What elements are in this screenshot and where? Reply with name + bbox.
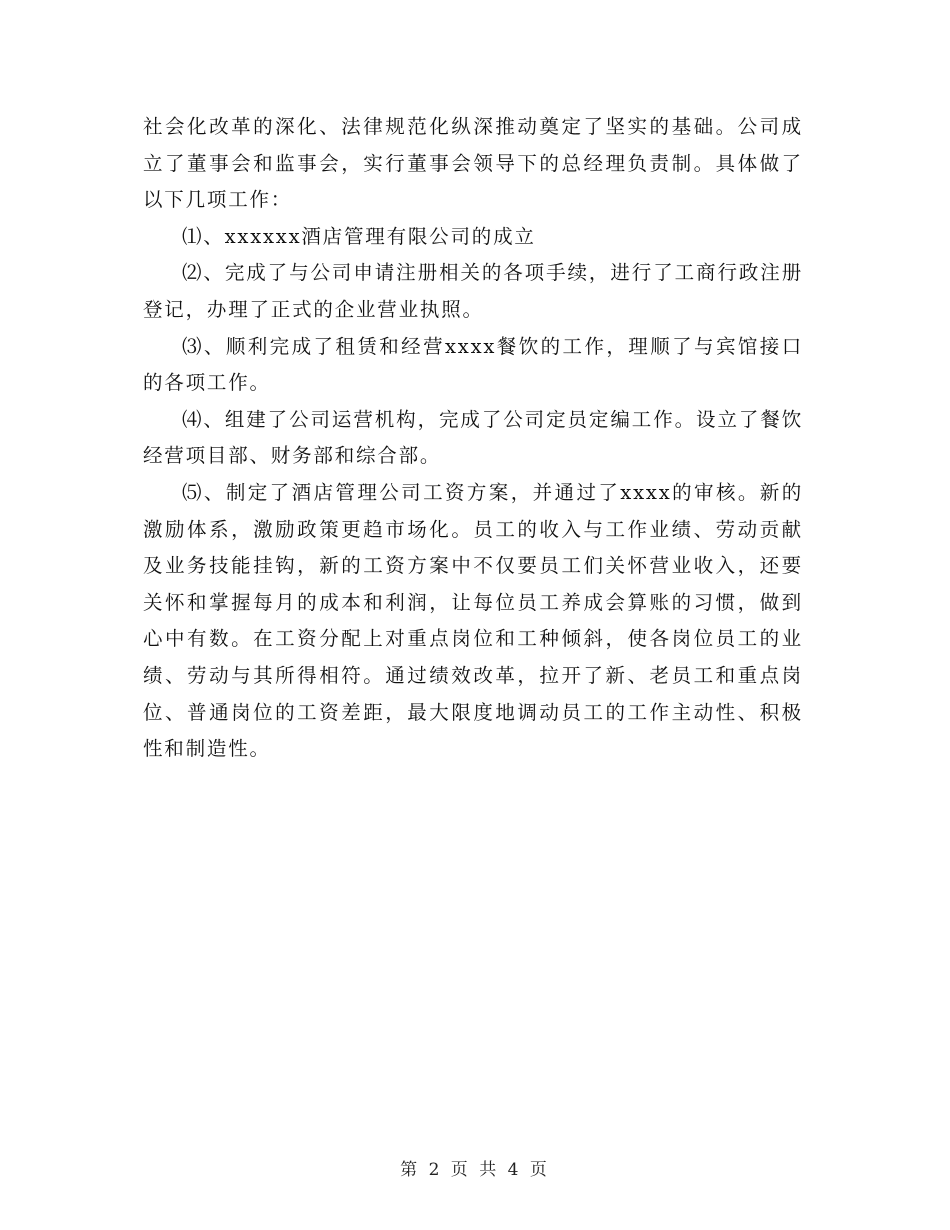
paragraph-intro: 社会化改革的深化、法律规范化纵深推动奠定了坚实的基础。公司成立了董事会和监事会，实行董事会领导下的总经理负责制。具体做了以下几项工作： [143, 115, 803, 212]
paragraph-item-1: ⑴、xxxxxx酒店管理有限公司的成立 [182, 224, 536, 248]
document-body [143, 109, 803, 768]
paragraph-item-3: ⑶、顺利完成了租赁和经营xxxx餐饮的工作，理顺了与宾馆接口的各项工作。 [143, 334, 803, 395]
paragraph-item-4: ⑷、组建了公司运营机构，完成了公司定员定编工作。设立了餐饮经营项目部、财务部和综合部。 [143, 407, 803, 468]
paragraph-item-2: ⑵、完成了与公司申请注册相关的各项手续，进行了工商行政注册登记，办理了正式的企业营业执照。 [143, 261, 803, 321]
page-number-footer: 第 2 页 共 4 页 [400, 1160, 550, 1180]
paragraph-item-5: ⑸、制定了酒店管理公司工资方案，并通过了xxxx的审核。新的激励体系，激励政策更趋市场化。员工的收入与工作业绩、劳动贡献及业务技能挂钩，新的工资方案中不仅要员工们关怀营业收入，还要关怀和掌握每月的成本和利润，让每位员工养成会算账的习惯，做到心中有数。在工资分配上对重点岗位和工种倾斜，使各岗位员工的业绩、劳动与其所得相符。通过绩效改革，拉开了新、老员工和重点岗位、普通岗位的工资差距，最大限度地调动员工的工作主动性、积极性和制造性。 [143, 480, 803, 761]
